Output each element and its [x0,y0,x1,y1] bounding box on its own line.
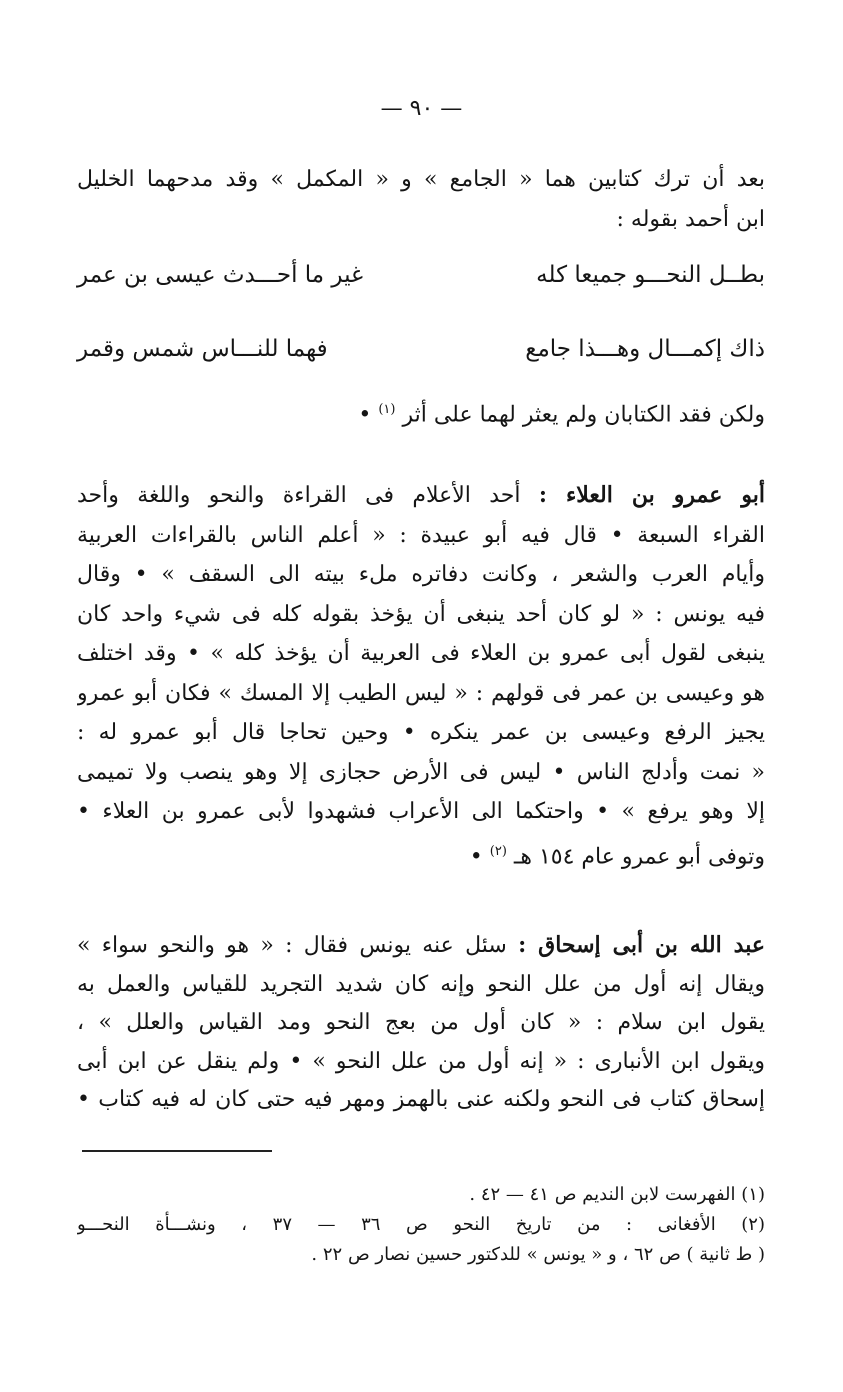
verse-first-hemistich: ذاك إكمـــال وهـــذا جامع [525,336,765,362]
text-line: « نمت وأدلج الناس • ليس فى الأرض حجازى إلا وهو ينصب ولا تميمى [77,759,765,785]
text-line: يقول ابن سلام : « كان أول من بعج النحو ومد القياس والعلل » ، [77,1010,765,1035]
text-line [77,476,765,516]
footnote-ref: (١) [378,402,396,417]
footnote: ( ط ثانية ) ص ٦٢ ، و « يونس » للدكتور حسين نصار ص ٢٢ . [311,1244,765,1265]
text-line: بعد أن ترك كتابين هما « الجامع » و « المكمل » وقد مدحهما الخليل [77,167,765,192]
text-line: ويقول ابن الأنبارى : « إنه أول من علل النحو » • ولم ينقل عن ابن أبى [77,1048,765,1074]
verse-first-hemistich: بطــل النحـــو جميعا كله [536,262,765,288]
text-line: هو وعيسى بن عمر فى قولهم : « ليس الطيب إلا المسك » فكان أبو عمرو [77,680,765,706]
text-line [77,926,765,966]
footnote-divider [82,1150,272,1152]
text-run: أحد الأعلام فى القراءة والنحو واللغة وأحد [77,483,521,508]
footnote-ref: (٢) [489,843,507,859]
text-run: سئل عنه يونس فقال : « هو والنحو سواء » [77,933,507,958]
verse-second-hemistich: غير ما أحـــدث عيسى بن عمر [77,262,364,288]
section-abu-amr [77,476,765,876]
page-number: — ٩٠ — [380,96,463,121]
text-line: ينبغى لقول أبى عمرو بن العلاء فى العربية أن يؤخذ كله » • وقد اختلف [77,641,765,666]
poem-verse [77,336,765,376]
text-line: فيه يونس : « لو كان أحد ينبغى أن يؤخذ بقوله كله فى شيء واحد كان [77,601,765,627]
section-heading: أبو عمرو بن العلاء : [538,482,765,508]
text-line: ابن أحمد بقوله : [616,207,765,232]
text-line: القراء السبعة • قال فيه أبو عبيدة : « أعلم الناس بالقراءات العربية [77,522,765,548]
poem-verse [77,262,765,302]
footnotes [77,1180,765,1270]
text-line: إلا وهو يرفع » • واحتكما الى الأعراب فشهدوا لأبى عمرو بن العلاء • [77,799,765,824]
footnote: (١) الفهرست لابن النديم ص ٤١ — ٤٢ . [469,1184,765,1205]
footnote: (٢) الأفغانى : من تاريخ النحو ص ٣٦ — ٣٧ ، ونشـــأة النحـــو [77,1214,765,1235]
intro-paragraph [77,160,765,240]
text-line: يجيز الرفع وعيسى بن عمر ينكره • وحين تحاجا قال أبو عمرو له : [77,720,765,745]
text-line: ويقال إنه أول من علل النحو وإنه كان شديد التجريد للقياس والعمل به [77,971,765,997]
section-ibn-abi-ishaq [77,926,765,1120]
text-line: وتوفى أبو عمرو عام ١٥٤ هـ $^{(٢)}$ • [469,843,765,869]
text-line: إسحاق كتاب فى النحو ولكنه عنى بالهمز ومهر فيه حتى كان له فيه كتاب • [77,1087,765,1112]
after-verses-line: ولكن فقد الكتابان ولم يعثر لهما على أثر $^{(١)}$ • [358,402,765,428]
after-verses-text: ولكن فقد الكتابان ولم يعثر لهما على أثر [402,402,765,428]
text-run: وتوفى أبو عمرو عام ١٥٤ هـ [513,843,765,869]
section-heading: عبد الله بن أبى إسحاق : [518,932,765,958]
text-line: وأيام العرب والشعر ، وكانت دفاتره ملء بيته الى السقف » • وقال [77,562,765,587]
verse-second-hemistich: فهما للنـــاس شمس وقمر [77,336,328,362]
